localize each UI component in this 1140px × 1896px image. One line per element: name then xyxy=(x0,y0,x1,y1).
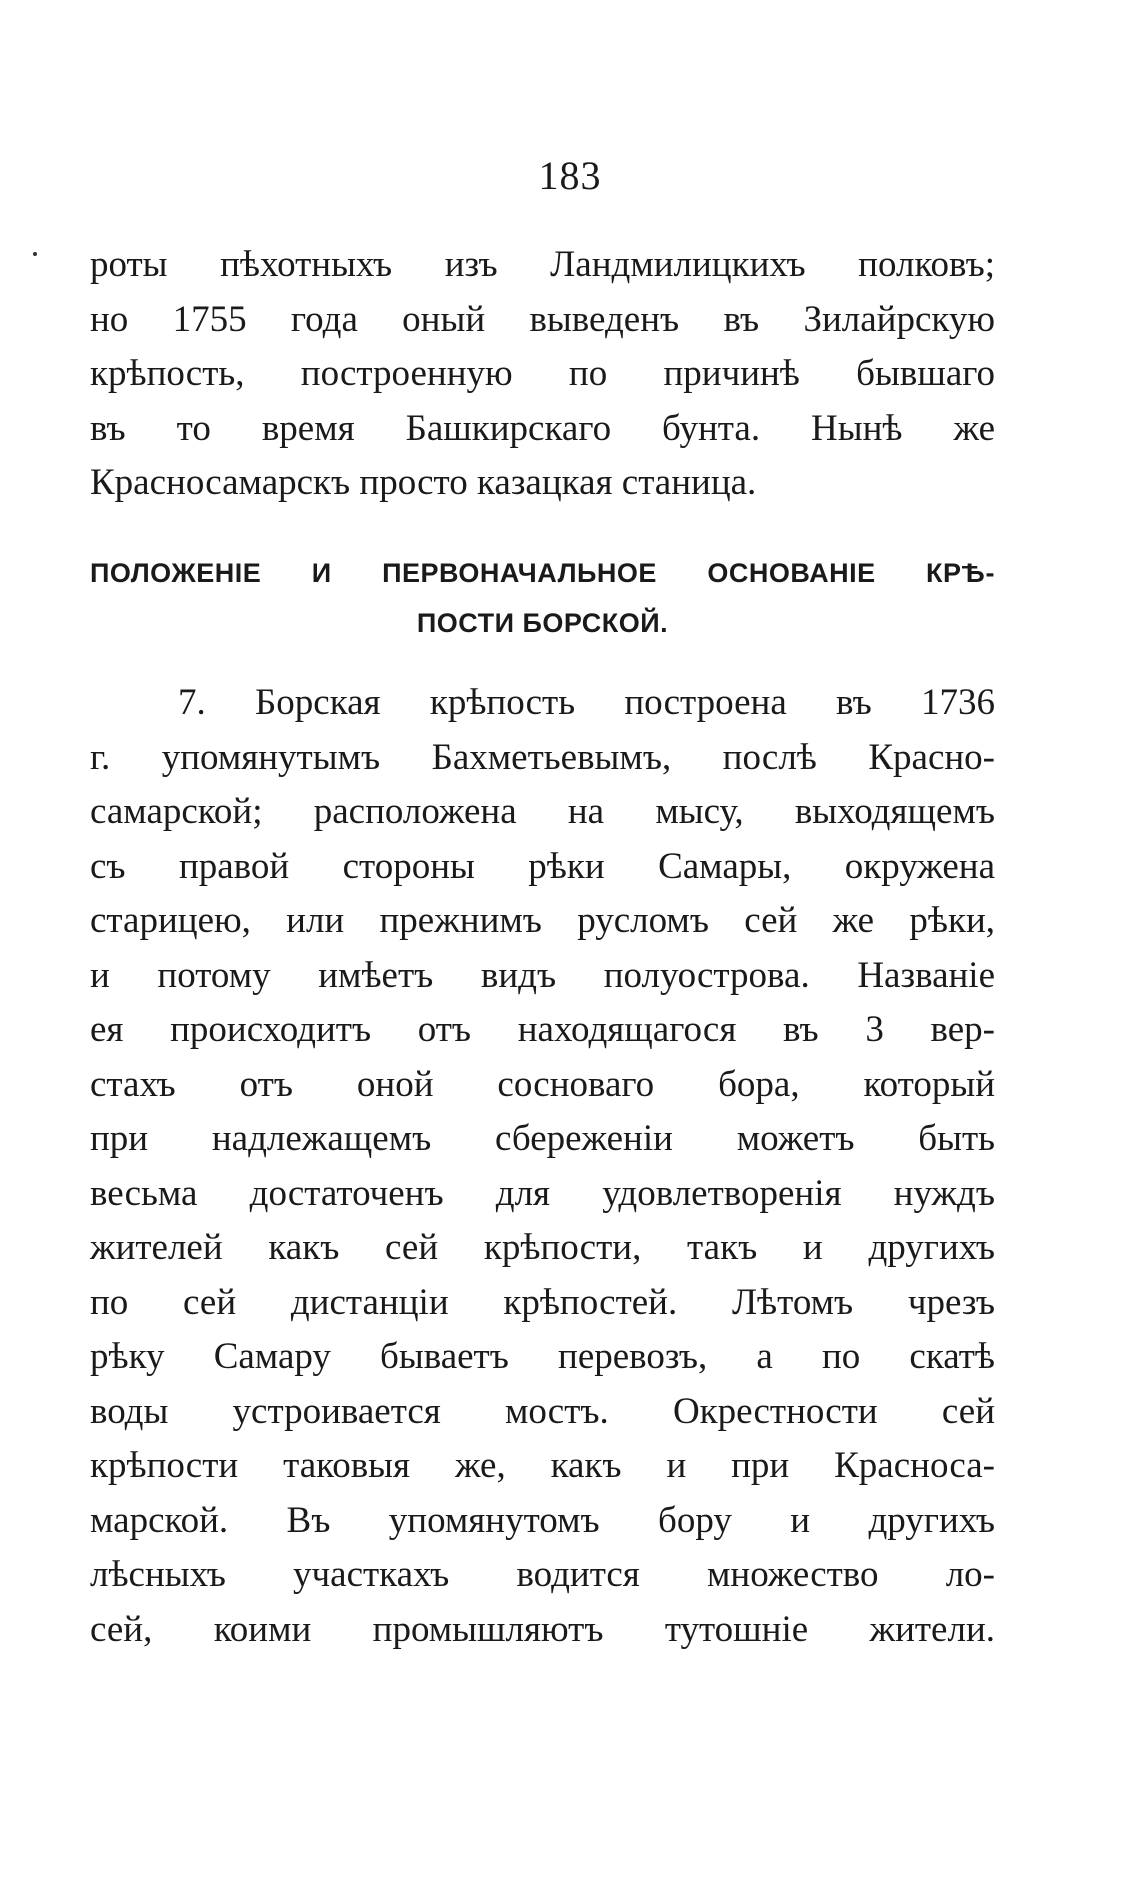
text-line: самарской; расположена на мысу, выходящемъ xyxy=(90,791,995,832)
page-number: 183 xyxy=(538,153,602,198)
text-line: лѣсныхъ участкахъ водится множество ло- xyxy=(90,1554,995,1595)
text-line: Красносамарскъ просто казацкая станица. xyxy=(90,462,757,503)
text-line: ея происходитъ отъ находящагося въ 3 вер- xyxy=(90,1009,995,1050)
text-line: весьма достаточенъ для удовлетворенія нуждъ xyxy=(90,1172,995,1214)
text-line: крѣпости таковыя же, какъ и при Красноса- xyxy=(90,1445,995,1486)
text-line: г. упомянутымъ Бахметьевымъ, послѣ Красно- xyxy=(90,736,995,778)
text-line: старицею, или прежнимъ русломъ сей же рѣки, xyxy=(90,900,995,941)
paragraph-7 xyxy=(90,676,995,1657)
paragraph-continuation xyxy=(90,238,995,511)
text-line: воды устроивается мостъ. Окрестности сей xyxy=(90,1390,995,1432)
print-speck xyxy=(33,252,37,256)
heading-line: ПОЛОЖЕНІЕ И ПЕРВОНАЧАЛЬНОЕ ОСНОВАНІЕ КРѢ- xyxy=(90,558,995,588)
heading-line: ПОСТИ БОРСКОЙ. xyxy=(416,608,669,638)
section-heading xyxy=(90,548,995,648)
text-line: крѣпость, построенную по причинѣ бывшаго xyxy=(90,353,995,394)
text-line: жителей какъ сей крѣпости, такъ и другихъ xyxy=(90,1227,995,1268)
text-line: 7. Борская крѣпость построена въ 1736 xyxy=(178,682,995,723)
text-line: марской. Въ упомянутомъ бору и другихъ xyxy=(90,1499,995,1541)
text-line: съ правой стороны рѣки Самары, окружена xyxy=(90,845,995,887)
text-line: но 1755 года оный выведенъ въ Зилайрскую xyxy=(90,298,995,340)
text-line: и потому имѣетъ видъ полуострова. Названіе xyxy=(90,954,995,996)
text-line: въ то время Башкирскаго бунта. Нынѣ же xyxy=(90,407,995,449)
text-line: роты пѣхотныхъ изъ Ландмилицкихъ полковъ; xyxy=(90,244,995,285)
text-line: по сей дистанціи крѣпостей. Лѣтомъ чрезъ xyxy=(90,1281,995,1323)
text-line: стахъ отъ оной сосноваго бора, который xyxy=(90,1063,995,1105)
text-line: сей, коими промышляютъ тутошніе жители. xyxy=(90,1608,995,1650)
text-line: при надлежащемъ сбереженіи можетъ быть xyxy=(90,1118,995,1159)
text-line: рѣку Самару бываетъ перевозъ, а по скатѣ xyxy=(90,1336,995,1377)
